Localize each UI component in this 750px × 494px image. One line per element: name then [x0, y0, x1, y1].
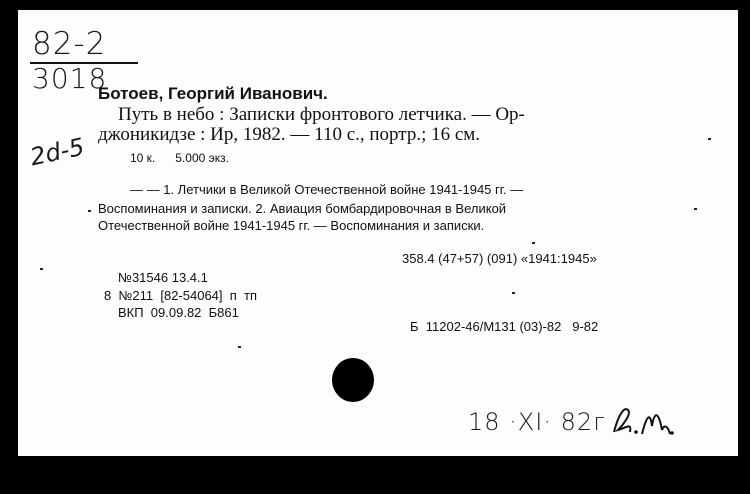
title-line-1: Путь в небо : Записки фронтового летчика. — Ор-	[118, 104, 525, 125]
punch-hole	[332, 358, 374, 402]
shelf-mark-line1: 82-2	[32, 26, 107, 62]
speck	[238, 346, 241, 348]
classification: 358.4 (47+57) (091) «1941:1945»	[402, 251, 597, 266]
speck	[88, 210, 91, 212]
record-line-1: №31546 13.4.1	[118, 270, 208, 285]
record-line-2: 8 №211 [82-54064] п тп	[104, 288, 257, 303]
shelf-mark-line2: 3018	[32, 62, 108, 95]
side-note: 2d-5	[27, 132, 87, 172]
subjects-line-3: Отечественной войне 1941-1945 гг. — Воспоминания и записки.	[98, 218, 485, 233]
record-line-3: ВКП 09.09.82 Б861	[118, 305, 239, 320]
speck	[532, 242, 535, 244]
speck	[512, 292, 515, 294]
subjects-line-2: Воспоминания и записки. 2. Авиация бомбардировочная в Великой	[98, 201, 507, 216]
signature-mark	[608, 396, 678, 442]
speck	[40, 268, 43, 270]
price-line: 10 к. 5.000 экз.	[130, 151, 229, 165]
author-heading: Ботоев, Георгий Иванович.	[98, 84, 328, 103]
title-line-2: джоникидзе : Ир, 1982. — 110 с., портр.; 16 см.	[98, 124, 481, 145]
subjects-line-1: — — 1. Летчики в Великой Отечественной войне 1941-1945 гг. —	[130, 182, 524, 197]
handwritten-date: 18 ·XI· 82г	[468, 408, 606, 436]
speck	[694, 208, 697, 210]
catalog-code: Б 11202-46/М131 (03)-82 9-82	[410, 319, 599, 334]
speck	[708, 138, 711, 140]
catalog-card	[18, 10, 738, 456]
